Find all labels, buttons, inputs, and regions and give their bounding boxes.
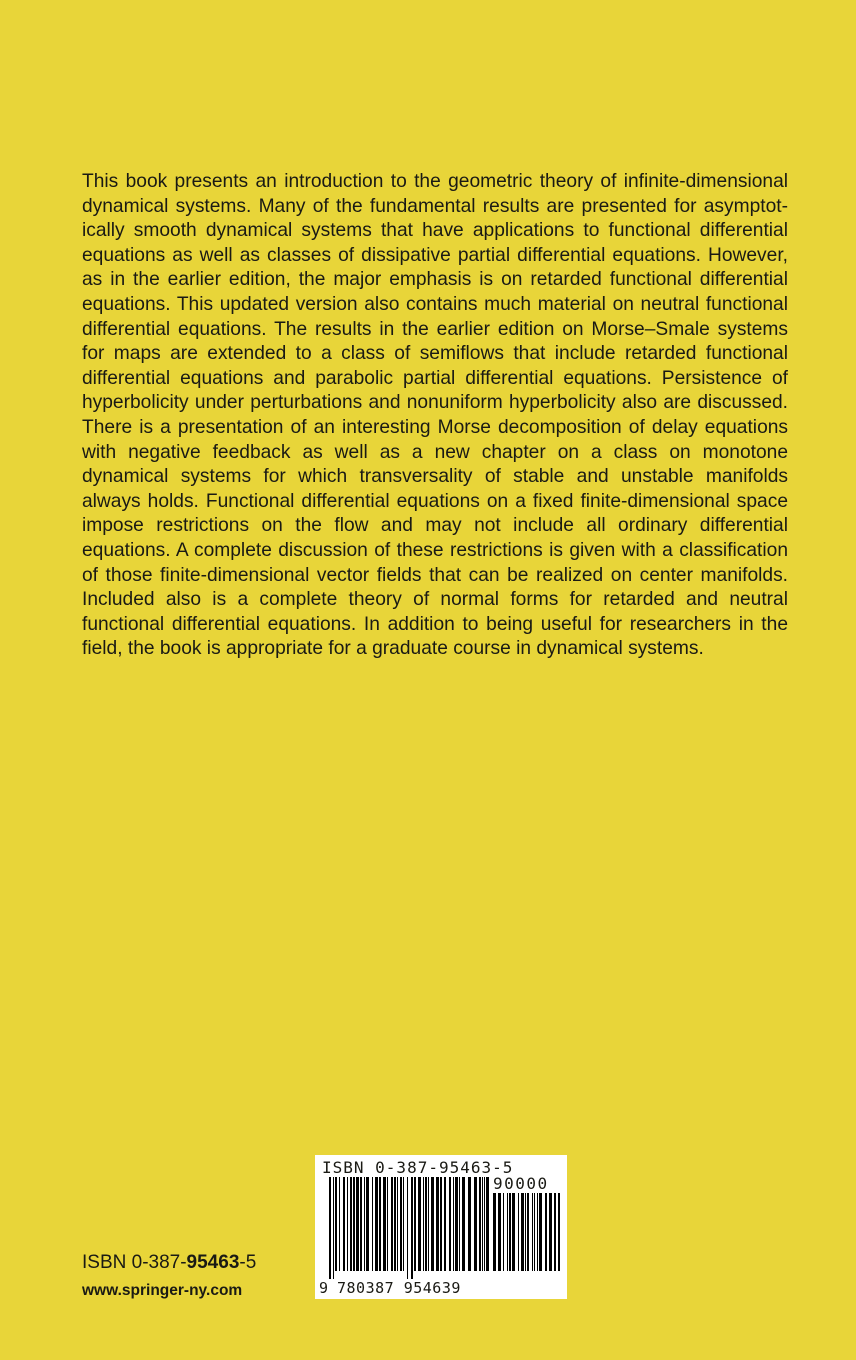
barcode-bar: [394, 1177, 396, 1271]
barcode-bar: [411, 1177, 413, 1279]
barcode-bar: [537, 1193, 538, 1271]
barcode-bar: [387, 1177, 388, 1271]
barcode-bar: [539, 1193, 542, 1271]
barcode-bar: [339, 1177, 340, 1271]
barcode-bar: [449, 1177, 451, 1271]
barcode-digits: 780387 954639: [337, 1279, 461, 1297]
barcode-bar: [356, 1177, 359, 1271]
barcode-bar: [509, 1193, 511, 1271]
barcode-bar: [558, 1193, 560, 1271]
barcode-bar: [482, 1177, 483, 1271]
barcode-bar: [375, 1177, 378, 1271]
barcode-bar: [436, 1177, 439, 1271]
barcode-bar: [468, 1177, 471, 1271]
barcode-bar: [521, 1193, 524, 1271]
barcode-addon-bars: [493, 1193, 563, 1295]
barcode-bar: [407, 1177, 408, 1279]
publisher-website: www.springer-ny.com: [82, 1282, 243, 1299]
barcode-main-bars: [329, 1177, 489, 1279]
barcode-addon-digits: 90000: [493, 1174, 549, 1193]
barcode-bar: [428, 1177, 429, 1271]
barcode-bar: [379, 1177, 381, 1271]
barcode-bar: [400, 1177, 402, 1271]
barcode-bar: [444, 1177, 446, 1271]
barcode-bar: [440, 1177, 442, 1271]
barcode-bar: [532, 1193, 533, 1271]
barcode-bar: [333, 1177, 334, 1279]
barcode-bar: [343, 1177, 345, 1271]
barcode-isbn-label: ISBN 0-387-95463-5: [322, 1158, 514, 1177]
barcode-bar: [366, 1177, 369, 1271]
barcode-bar: [414, 1177, 416, 1271]
isbn-suffix: -5: [239, 1252, 257, 1273]
barcode-bar: [372, 1177, 373, 1271]
barcode-bar: [453, 1177, 454, 1271]
barcode-bar: [364, 1177, 365, 1271]
barcode-bar: [545, 1193, 547, 1271]
barcode-bar: [383, 1177, 386, 1271]
barcode-bar: [347, 1177, 348, 1271]
isbn-prefix: ISBN 0-387-: [82, 1252, 187, 1273]
barcode-bar: [507, 1193, 508, 1271]
barcode-bar: [418, 1177, 421, 1271]
barcode-bar: [431, 1177, 434, 1271]
barcode-bar: [479, 1177, 481, 1271]
barcode-bar: [360, 1177, 362, 1271]
barcode-bar: [534, 1193, 535, 1271]
barcode-bar: [455, 1177, 458, 1271]
barcode-bar: [462, 1177, 465, 1271]
isbn-bold-part: 95463: [186, 1252, 240, 1273]
barcode-bar: [484, 1177, 485, 1271]
barcode-bar: [329, 1177, 331, 1279]
barcode-bar: [498, 1193, 501, 1271]
barcode-bar: [549, 1193, 552, 1271]
barcode-bar: [403, 1177, 404, 1271]
barcode-bar: [525, 1193, 526, 1271]
barcode-bar: [459, 1177, 460, 1271]
barcode-bar: [474, 1177, 477, 1271]
barcode-bar: [518, 1193, 519, 1271]
barcode-bar: [554, 1193, 556, 1271]
barcode: [315, 1155, 567, 1299]
barcode-bar: [391, 1177, 393, 1271]
barcode-bar: [503, 1193, 504, 1271]
barcode-bar: [350, 1177, 352, 1271]
barcode-bar: [512, 1193, 515, 1271]
barcode-bar: [353, 1177, 355, 1271]
barcode-bar: [486, 1177, 489, 1271]
back-cover-description: This book presents an introduction to the geometric theory of infinite-dimensional dynamical systems. Many of the fundamental results are presented for asymptot-ically smooth dynamical systems that have applications to functional differential equations as well as classes of dissipative partial differential equations. However, as in the earlier edition, the major emphasis is on retarded functional differential equations. This updated version also contains much material on neutral functional differential equations. The results in the earlier edition on Morse–Smale systems for maps are extended to a class of semiflows that include retarded functional differential equations and parabolic partial differential equations. Persistence of hyperbolicity under perturbations and nonuniform hyperbolicity also are discussed. There is a presentation of an interesting Morse decomposition of delay equations with negative feedback as well as a new chapter on a class on monotone dynamical systems for which transversality of stable and unstable manifolds always holds. Functional differential equations on a fixed finite-dimensional space impose restrictions on the flow and may not include all ordinary differential equations. A complete discussion of these restrictions is given with a classification of those finite-dimensional vector fields that can be realized on center manifolds. Included also is a complete theory of normal forms for retarded and neutral functional differential equations. In addition to being useful for researchers in the field, the book is appropriate for a graduate course in dynamical systems.: [82, 171, 788, 660]
barcode-bar: [425, 1177, 427, 1271]
barcode-bar: [493, 1193, 496, 1271]
barcode-bar: [423, 1177, 424, 1271]
isbn-text: [82, 1252, 256, 1274]
barcode-lead-digit: 9: [319, 1279, 329, 1297]
barcode-bar: [527, 1193, 529, 1271]
barcode-bar: [397, 1177, 398, 1271]
barcode-bar: [335, 1177, 337, 1271]
